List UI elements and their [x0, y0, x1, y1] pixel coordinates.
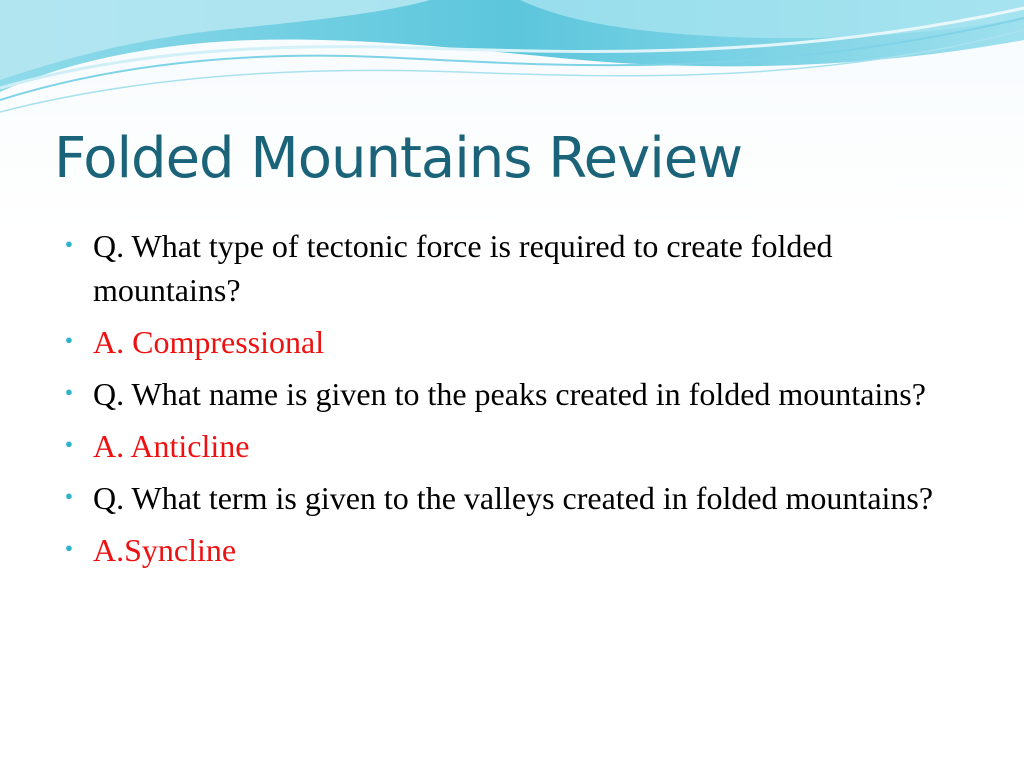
- answer-item: [64, 320, 964, 364]
- question-item: [64, 224, 964, 312]
- header-wave-decoration: [0, 0, 1024, 130]
- bullet-icon: ●: [65, 384, 73, 399]
- bullet-icon: ●: [65, 488, 73, 503]
- question-text: Q. What name is given to the peaks created in folded mountains?: [93, 376, 926, 412]
- question-text: Q. What type of tectonic force is required to create folded mountains?: [93, 228, 833, 308]
- answer-text: A. Anticline: [93, 428, 250, 464]
- question-item: [64, 476, 964, 520]
- answer-item: [64, 424, 964, 468]
- question-text: Q. What term is given to the valleys created in folded mountains?: [93, 480, 934, 516]
- bullet-icon: ●: [65, 332, 73, 347]
- bullet-icon: ●: [65, 436, 73, 451]
- question-item: [64, 372, 964, 416]
- answer-text: A. Compressional: [93, 324, 325, 360]
- answer-item: [64, 528, 964, 572]
- slide-title: Folded Mountains Review: [54, 126, 743, 191]
- bullet-icon: ●: [65, 540, 73, 555]
- bullet-icon: ●: [65, 236, 73, 251]
- answer-text: A.Syncline: [93, 532, 237, 568]
- bullet-list: [64, 224, 964, 580]
